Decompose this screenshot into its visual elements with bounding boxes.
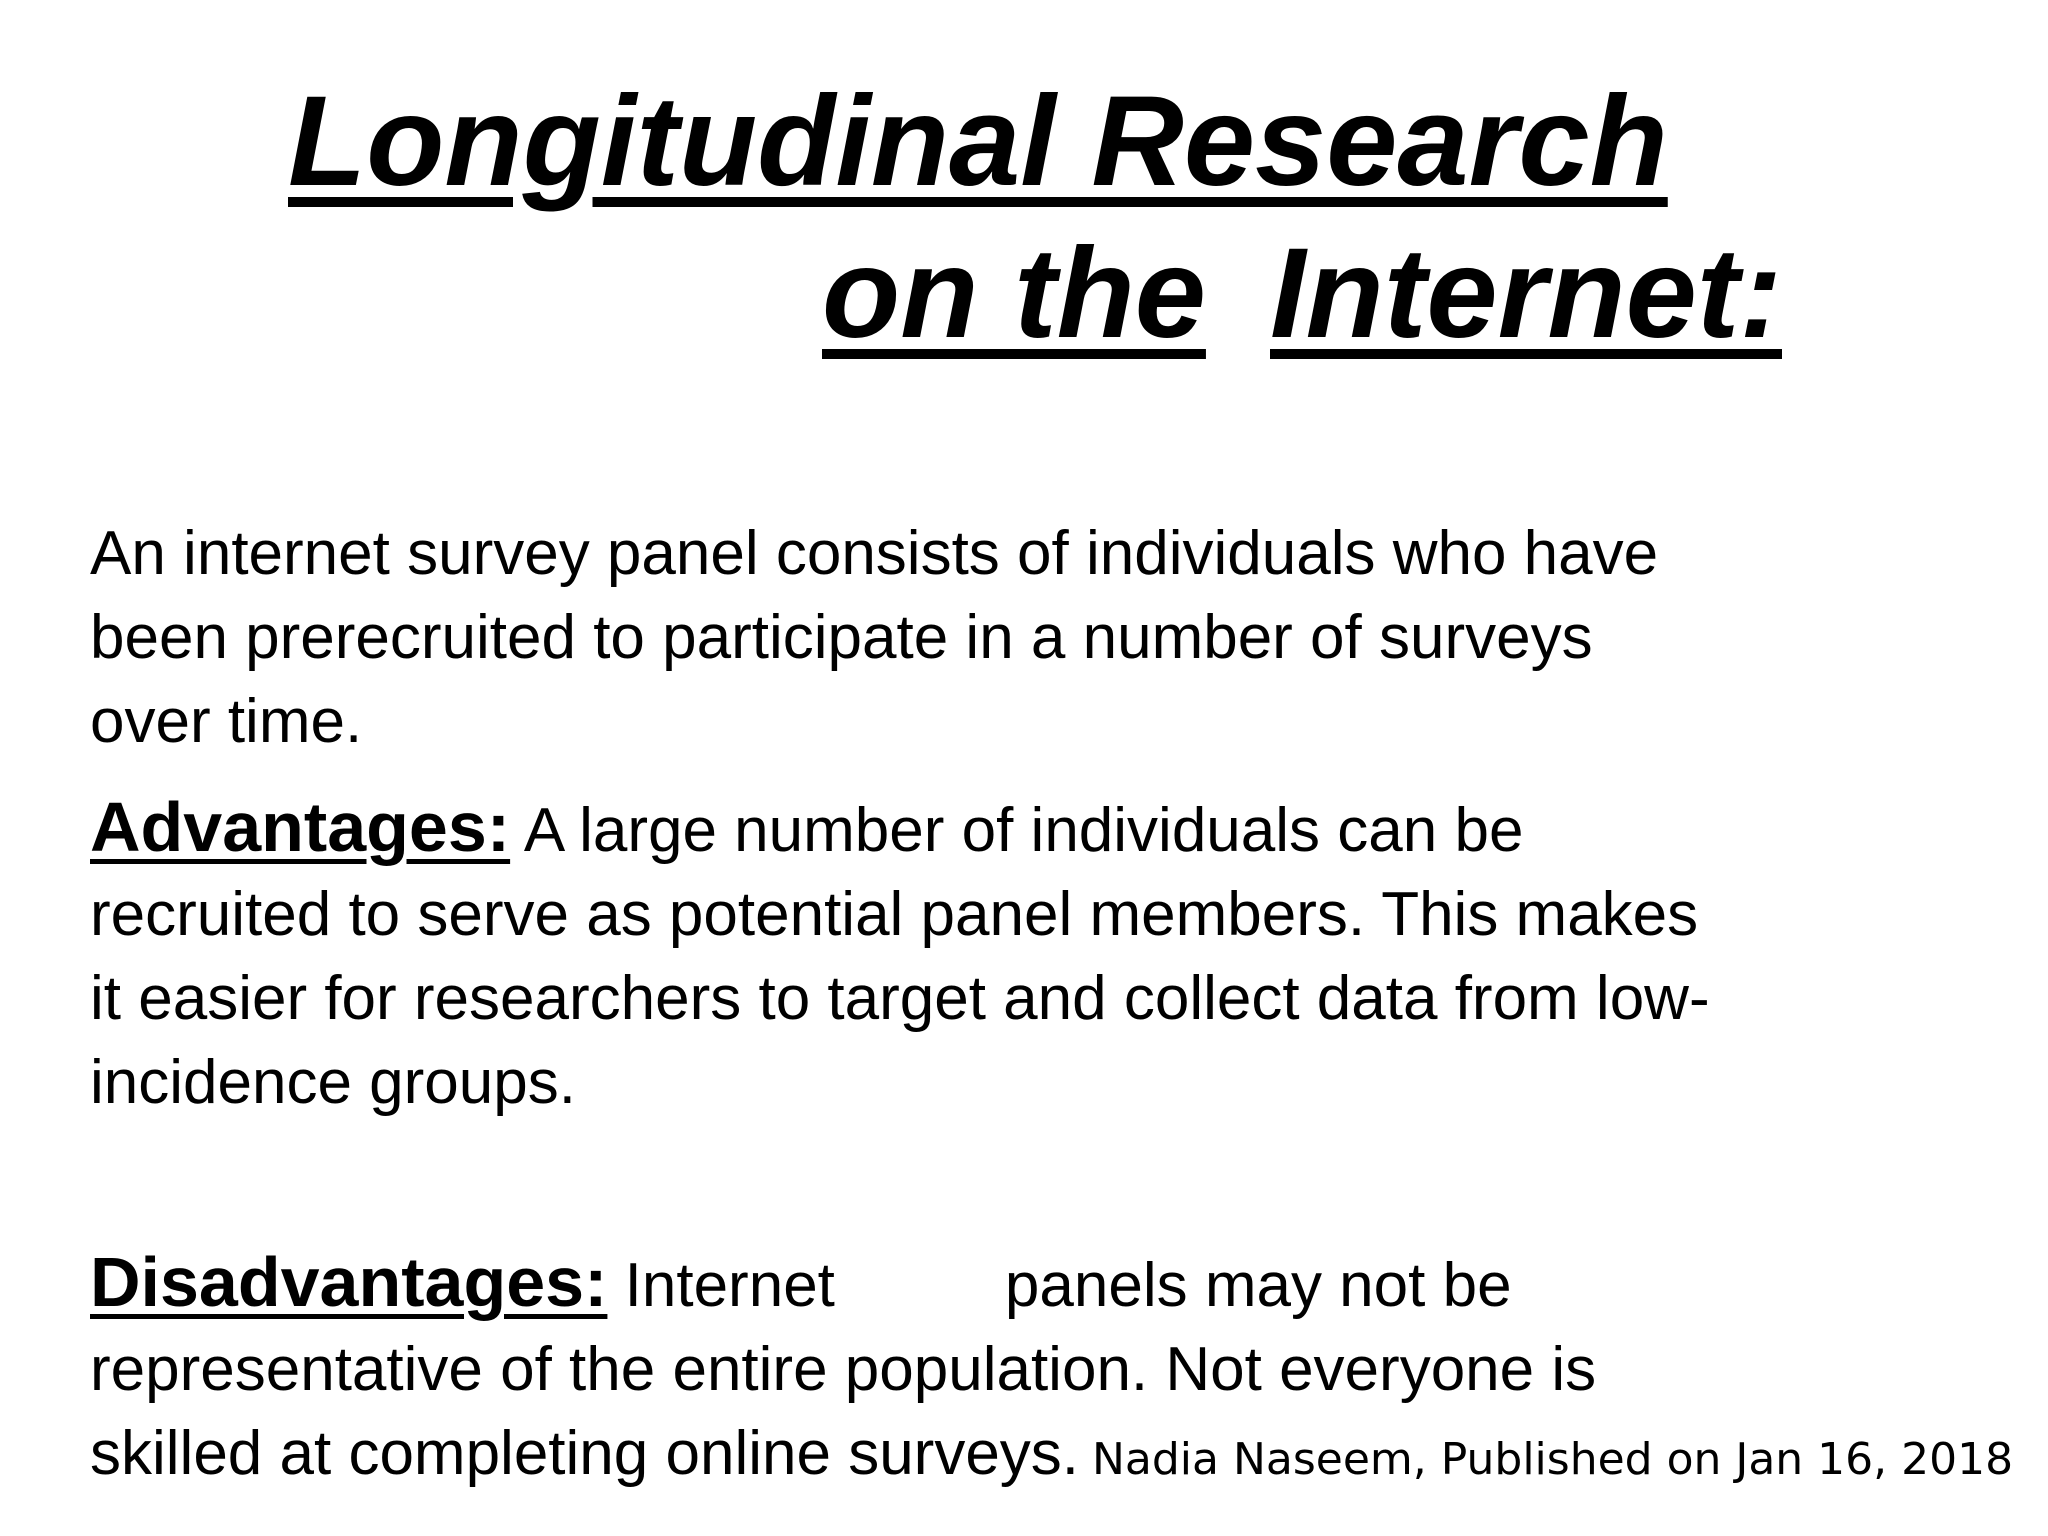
advantages-line-1: A large number of individuals can be	[510, 796, 1524, 865]
slide-title-line-2-part-1: on the	[822, 222, 1206, 365]
intro-line-2: been prerecruited to participate in a number of surveys	[90, 603, 1593, 672]
disadvantages-line-1a: Internet	[607, 1251, 835, 1320]
disadvantages-heading: Disadvantages:	[90, 1243, 608, 1321]
disadvantages-line-2: representative of the entire population. Not everyone is	[90, 1335, 1597, 1404]
intro-line-3: over time.	[90, 687, 363, 756]
slide-title-line-2-part-2: Internet:	[1270, 222, 1782, 365]
intro-line-1: An internet survey panel consists of individuals who have	[90, 519, 1659, 588]
slide-title-line-1: Longitudinal Research	[288, 70, 1668, 213]
advantages-heading: Advantages:	[90, 788, 511, 866]
author-credit: Nadia Naseem, Published on Jan 16, 2018	[1092, 1434, 2014, 1485]
disadvantages-line-3: skilled at completing online surveys.	[90, 1419, 1080, 1488]
disadvantages-line-1b: panels may not be	[1004, 1251, 1512, 1320]
advantages-line-4: incidence groups.	[90, 1048, 576, 1117]
advantages-line-3: it easier for researchers to target and collect data from low-	[90, 964, 1710, 1033]
advantages-paragraph	[90, 785, 1710, 1125]
advantages-line-2: recruited to serve as potential panel members. This makes	[90, 880, 1699, 949]
intro-paragraph	[90, 512, 1658, 764]
